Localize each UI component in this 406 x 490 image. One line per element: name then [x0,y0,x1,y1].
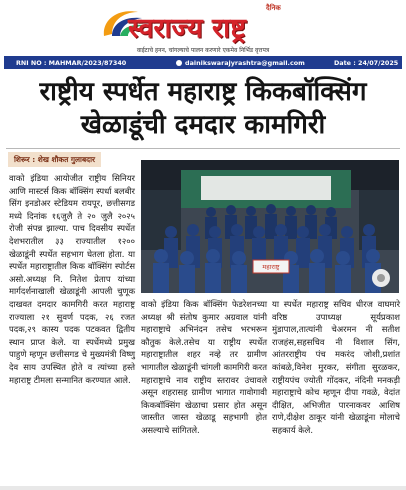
article-headline [6,76,400,142]
page-bottom-strip [0,486,406,490]
info-bar [4,56,402,69]
article-column-2 [141,298,267,437]
photo-banner-text: महाराष्ट्र [262,263,280,271]
article-text-col-3: या स्पर्धेत महाराष्ट्र सचिव धीरज वाघमारे वरिष्ठ उपाध्यक्ष सूर्यप्रकाश मुंडापाल,तात्यांनी चेअरमन नी सतीश राजहंस,सहसचिव नी विशाल सिंग, आंतरराष्ट्रीय पंच मकरंद जोशी,प्रशांत कांबळे,विनेश मुरकर, संगीता सुरळकर, राष्ट्रीयपंच ज्योती गोंदकर, नंदिनी मनकड़ी महाराष्ट्राचे कोच म्हणून दीपा गवळे, वेदांत दीक्षित, अभिजीत पारनाकवर आशिष राणे,दीक्षेश ठाकूर यांनी खेळाडूंना मोलाचे सहकार्य केले. [272,299,400,435]
team-photo-image [141,160,399,293]
article-text-col-2: वाको इंडिया किक बॉक्सिंग फेडरेशनच्या अध्यक्ष श्री संतोष कुमार अग्रवाल यांनी महाराष्ट्राचे अभिनंदन तसेच भरभरून कौतुक केले.तसेच या राष्ट्रीय स्पर्धेत महाराष्ट्रातील शहर नव्हे तर ग्रामीण भागातील खेळाडूंनी चांगली कामगिरी करत महाराष्ट्राचे नाव राष्ट्रीय स्तरावर उंचावले असून शहरासह ग्रामीण भागात गावोगावी किकबॉक्सिंग खेळाचा प्रसार होत असून जास्तीत जास्त खेळाडू सहभागी होत असल्याचे सांगितले. [141,299,267,435]
issue-date: Date : 24/07/2025 [334,59,399,67]
article-column-3 [272,298,400,437]
article-text-col-1: वाको इंडिया आयोजीत राष्ट्रीय सिनियर आणि मास्टर्स किक बॉक्सिंग स्पर्धा बलबीर सिंग इनडोअर स्टेडियम रायपूर, छत्तीसगड मध्ये दिनांक १६जुलै ते २० जुलै २०२५ रोजी संपन्न झाल्या. पाच दिवसीय स्पर्धेत देशभरातील ३३ राज्यातील १२०० खेळाडूंनी स्पर्धेत सहभाग घेतला होता. या स्पर्धेत महाराष्ट्रातील किक बॉक्सिंग स्पोर्टस असो.अध्यक्ष नि. नितेश प्रेताप यांच्या मार्गदर्शनाखाली खेळाडूंनी आपली चुणूक दाखवत दमदार कामगिरी करत महाराष्ट्र राज्याला २१ सुवर्ण पदक, २६ रजत पदक,२९ कास्य पदक पटकवत द्वितीय स्थान प्राप्त केले. या स्पर्धेमध्ये प्रमुख पाहुणे म्हणून छत्तीसगड चे मुख्यमंत्री विष्णु देव साय उपस्थित होते व त्यांच्या हस्ते महाराष्ट्र टीमला सन्मानित करण्यात आले. [9,173,135,385]
masthead-title: स्वराज्य राष्ट्र [128,13,246,44]
team-photo [141,160,399,293]
email-wrap [176,59,305,67]
rni-number: RNI NO : MAHMAR/2023/87340 [16,59,127,67]
headline-line-2: खेळाडूंची दमदार कामगिरी [80,110,326,140]
byline: शिरूर : शेख शौकत गुलाबदार [8,152,101,167]
masthead [0,0,406,56]
masthead-tagline: वाईटाचे हनन, चांगल्याचे पालन करणारे एकमेव निर्भिड वृत्तपत्र [136,47,270,54]
headline-line-1: राष्ट्रीय स्पर्धेत महाराष्ट्र किकबॉक्सिंग [39,77,367,107]
divider [6,148,400,149]
email-icon [176,60,182,66]
article-column-1 [9,172,135,386]
email-address: dainikswarajyrashtra@gmail.com [185,59,305,67]
masthead-logo [98,2,308,46]
masthead-daily-label: दैनिक [266,4,281,12]
